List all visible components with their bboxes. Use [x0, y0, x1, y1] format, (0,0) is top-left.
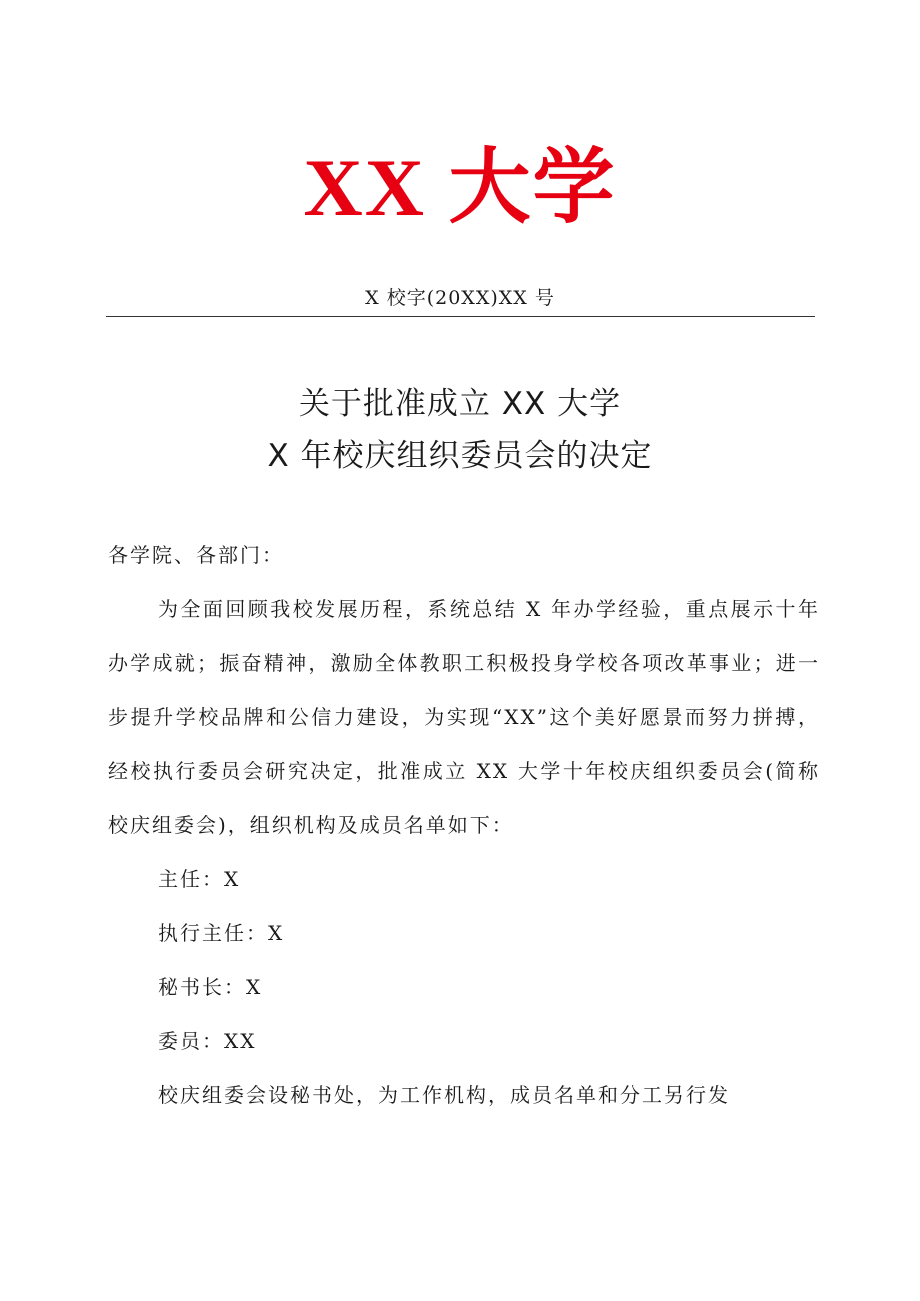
- letterhead-org-name: XX 大学: [303, 142, 617, 233]
- header-divider: [106, 316, 815, 317]
- member-item-secretary-general: 秘书长：X: [158, 975, 263, 999]
- member-item-executive-director: 执行主任：X: [158, 921, 285, 945]
- document-number: X 校字(20XX)XX 号: [365, 287, 555, 309]
- salutation: 各学院、各部门：: [108, 543, 284, 567]
- body-paragraph-2: 校庆组委会设秘书处，为工作机构，成员名单和分工另行发: [158, 1083, 730, 1107]
- member-item-director: 主任：X: [158, 867, 241, 891]
- member-item-members: 委员：XX: [158, 1029, 257, 1053]
- document-title: [0, 378, 920, 482]
- title-line-2: X 年校庆组织委员会的决定: [267, 438, 653, 474]
- document-body: [108, 528, 820, 1122]
- body-paragraph-1: 为全面回顾我校发展历程，系统总结 X 年办学经验，重点展示十年办学成就；振奋精神，激励全体教职工积极投身学校各项改革事业；进一步提升学校品牌和公信力建设，为实现“XX”这个美好愿景而努力拼搏，经校执行委员会研究决定，批准成立 XX 大学十年校庆组织委员会(简称校庆组委会)，组织机构及成员名单如下：: [108, 597, 820, 837]
- title-line-1: 关于批准成立 XX 大学: [298, 386, 622, 422]
